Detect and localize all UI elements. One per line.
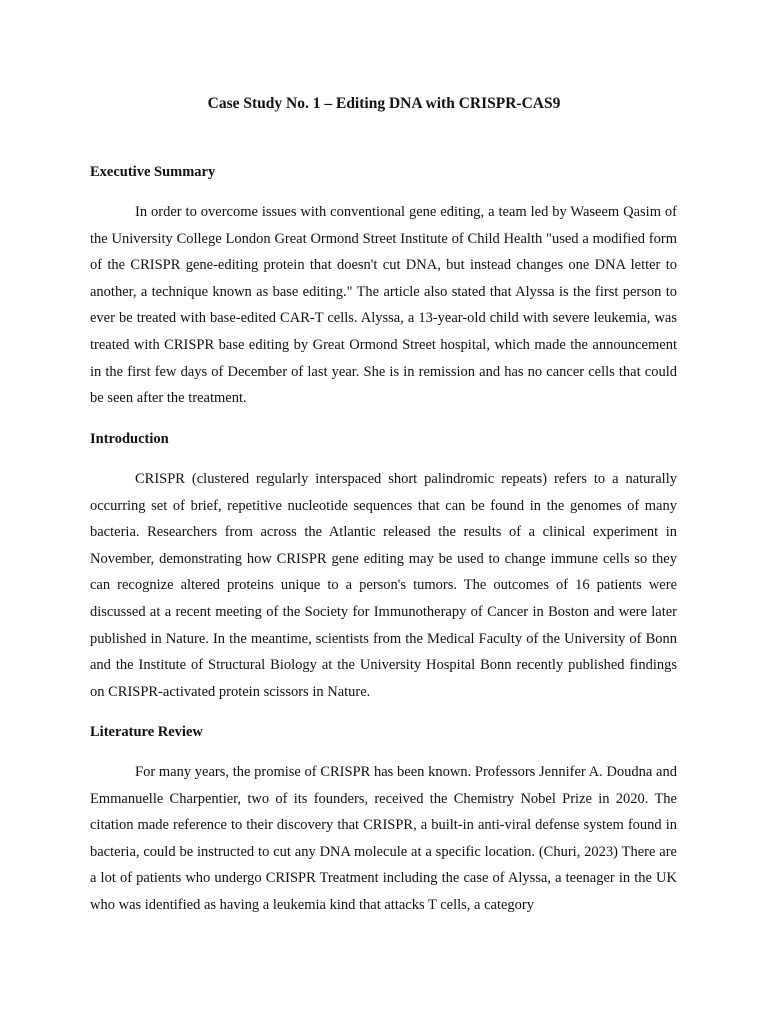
heading-literature-review: Literature Review [90,724,203,740]
paragraph-executive-summary: In order to overcome issues with conventional gene editing, a team led by Waseem Qasim of the University College London Great Ormond Street Institute of Child Health "used a modified form of the CRISPR gene-editing protein that doesn't cut DNA, but instead changes one DNA letter to another, a technique known as base editing." The article also stated that Alyssa is the first person to ever be treated with base-edited CAR-T cells. Alyssa, a 13-year-old child with severe leukemia, was treated with CRISPR base editing by Great Ormond Street hospital, which made the announcement in the first few days of December of last year. She is in remission and has no cancer cells that could be seen after the treatment. [90,204,677,407]
paragraph-introduction: CRISPR (clustered regularly interspaced short palindromic repeats) refers to a naturally occurring set of brief, repetitive nucleotide sequences that can be found in the genomes of many bacteria. Researchers from across the Atlantic released the results of a clinical experiment in November, demonstrating how CRISPR gene editing may be used to change immune cells so they can recognize altered proteins unique to a person's tumors. The outcomes of 16 patients were discussed at a recent meeting of the Society for Immunotherapy of Cancer in Boston and were later published in Nature. In the meantime, scientists from the Medical Faculty of the University of Bonn and the Institute of Structural Biology at the University Hospital Bonn recently published findings on CRISPR-activated protein scissors in Nature. [90,471,677,700]
document-title: Case Study No. 1 – Editing DNA with CRISPR-CAS9 [207,95,561,112]
heading-introduction: Introduction [90,431,169,447]
paragraph-literature-review: For many years, the promise of CRISPR has been known. Professors Jennifer A. Doudna and Emmanuelle Charpentier, two of its founders, received the Chemistry Nobel Prize in 2020. The citation made reference to their discovery that CRISPR, a built-in anti-viral defense system found in bacteria, could be instructed to cut any DNA molecule at a specific location. (Churi, 2023) There are a lot of patients who undergo CRISPR Treatment including the case of Alyssa, a teenager in the UK who was identified as having a leukemia kind that attacks T cells, a category [90,764,677,913]
heading-executive-summary: Executive Summary [90,164,216,180]
